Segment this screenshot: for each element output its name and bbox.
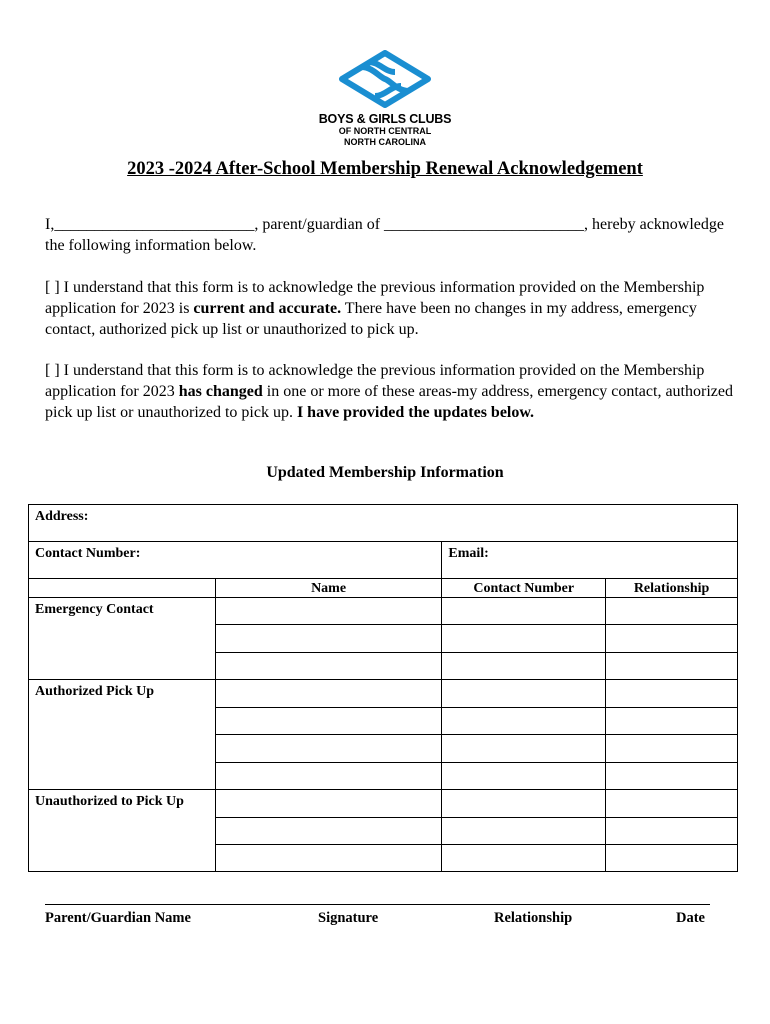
organization-subtitle-line2: NORTH CAROLINA (344, 137, 426, 147)
unauthorized-relationship-cell[interactable] (606, 845, 738, 872)
signature-label: Signature (318, 910, 379, 926)
header-blank-cell (29, 579, 216, 598)
emergency-contact-cell[interactable] (442, 625, 606, 653)
authorized-contact-cell[interactable] (442, 680, 606, 708)
document-title: 2023 -2024 After-School Membership Renewal Acknowledgement (127, 159, 643, 179)
emergency-contact-cell[interactable] (442, 653, 606, 680)
membership-info-table (28, 504, 738, 872)
emergency-relationship-cell[interactable] (606, 598, 738, 625)
unauthorized-name-cell[interactable] (215, 818, 442, 845)
unauthorized-contact-cell[interactable] (442, 818, 606, 845)
authorized-contact-cell[interactable] (442, 735, 606, 763)
unauthorized-pickup-label: Unauthorized to Pick Up (29, 790, 216, 872)
parent-guardian-name-label: Parent/Guardian Name (45, 910, 191, 926)
unauthorized-contact-cell[interactable] (442, 845, 606, 872)
emergency-name-cell[interactable] (215, 598, 442, 625)
contact-number-field[interactable] (29, 542, 442, 579)
unauthorized-contact-cell[interactable] (442, 790, 606, 818)
authorized-relationship-cell[interactable] (606, 763, 738, 790)
email-field[interactable] (442, 542, 738, 579)
column-header-contact-number: Contact Number (442, 579, 606, 598)
column-header-name: Name (215, 579, 442, 598)
unauthorized-relationship-cell[interactable] (606, 818, 738, 845)
unauthorized-relationship-cell[interactable] (606, 790, 738, 818)
option-current-paragraph (45, 277, 735, 340)
organization-subtitle-line1: OF NORTH CENTRAL (338, 126, 432, 136)
unauthorized-name-cell[interactable] (215, 790, 442, 818)
option-changed-bold1: has changed (178, 383, 263, 400)
option-changed-paragraph (45, 360, 735, 423)
option-current-bold: current and accurate. (193, 300, 342, 317)
authorized-relationship-cell[interactable] (606, 680, 738, 708)
address-field[interactable] (29, 505, 738, 542)
emergency-relationship-cell[interactable] (606, 653, 738, 680)
authorized-contact-cell[interactable] (442, 763, 606, 790)
emergency-contact-label: Emergency Contact (29, 598, 216, 680)
option-changed-bold2: I have provided the updates below. (296, 404, 535, 421)
signature-line[interactable] (45, 904, 710, 905)
organization-logo (300, 50, 470, 148)
column-header-relationship: Relationship (606, 579, 738, 598)
emergency-contact-cell[interactable] (442, 598, 606, 625)
emergency-name-cell[interactable] (215, 653, 442, 680)
authorized-name-cell[interactable] (215, 708, 442, 735)
organization-name: BOYS & GIRLS CLUBS (318, 112, 452, 126)
address-label: Address: (35, 509, 89, 524)
section-title: Updated Membership Information (266, 464, 504, 481)
authorized-name-cell[interactable] (215, 680, 442, 708)
authorized-name-cell[interactable] (215, 735, 442, 763)
authorized-relationship-cell[interactable] (606, 708, 738, 735)
option-current-text-a: [ ] I understand that this form is to acknowledge the previous information provided on the Membership application for 2023 is (45, 279, 705, 317)
boys-girls-clubs-diamond-logo (339, 50, 431, 108)
emergency-name-cell[interactable] (215, 625, 442, 653)
authorized-contact-cell[interactable] (442, 708, 606, 735)
authorized-relationship-cell[interactable] (606, 735, 738, 763)
relationship-label: Relationship (494, 910, 573, 926)
option-changed-text-b: in one or more of these areas-my address, emergency contact, authorized pick up list or unauthorized to pick up. (45, 383, 733, 421)
email-label: Email: (448, 546, 489, 561)
unauthorized-name-cell[interactable] (215, 845, 442, 872)
intro-paragraph: I,_________________________, parent/guardian of _________________________, hereby acknowledge the following information below. (45, 216, 724, 254)
emergency-relationship-cell[interactable] (606, 625, 738, 653)
option-changed-text-a: [ ] I understand that this form is to acknowledge the previous information provided on the Membership application for 2023 (45, 362, 705, 400)
authorized-name-cell[interactable] (215, 763, 442, 790)
option-current-text-b: There have been no changes in my address, emergency contact, authorized pick up list or unauthorized to pick up. (45, 300, 697, 338)
date-label: Date (676, 910, 705, 926)
contact-number-label: Contact Number: (35, 546, 141, 561)
authorized-pickup-label: Authorized Pick Up (29, 680, 216, 790)
